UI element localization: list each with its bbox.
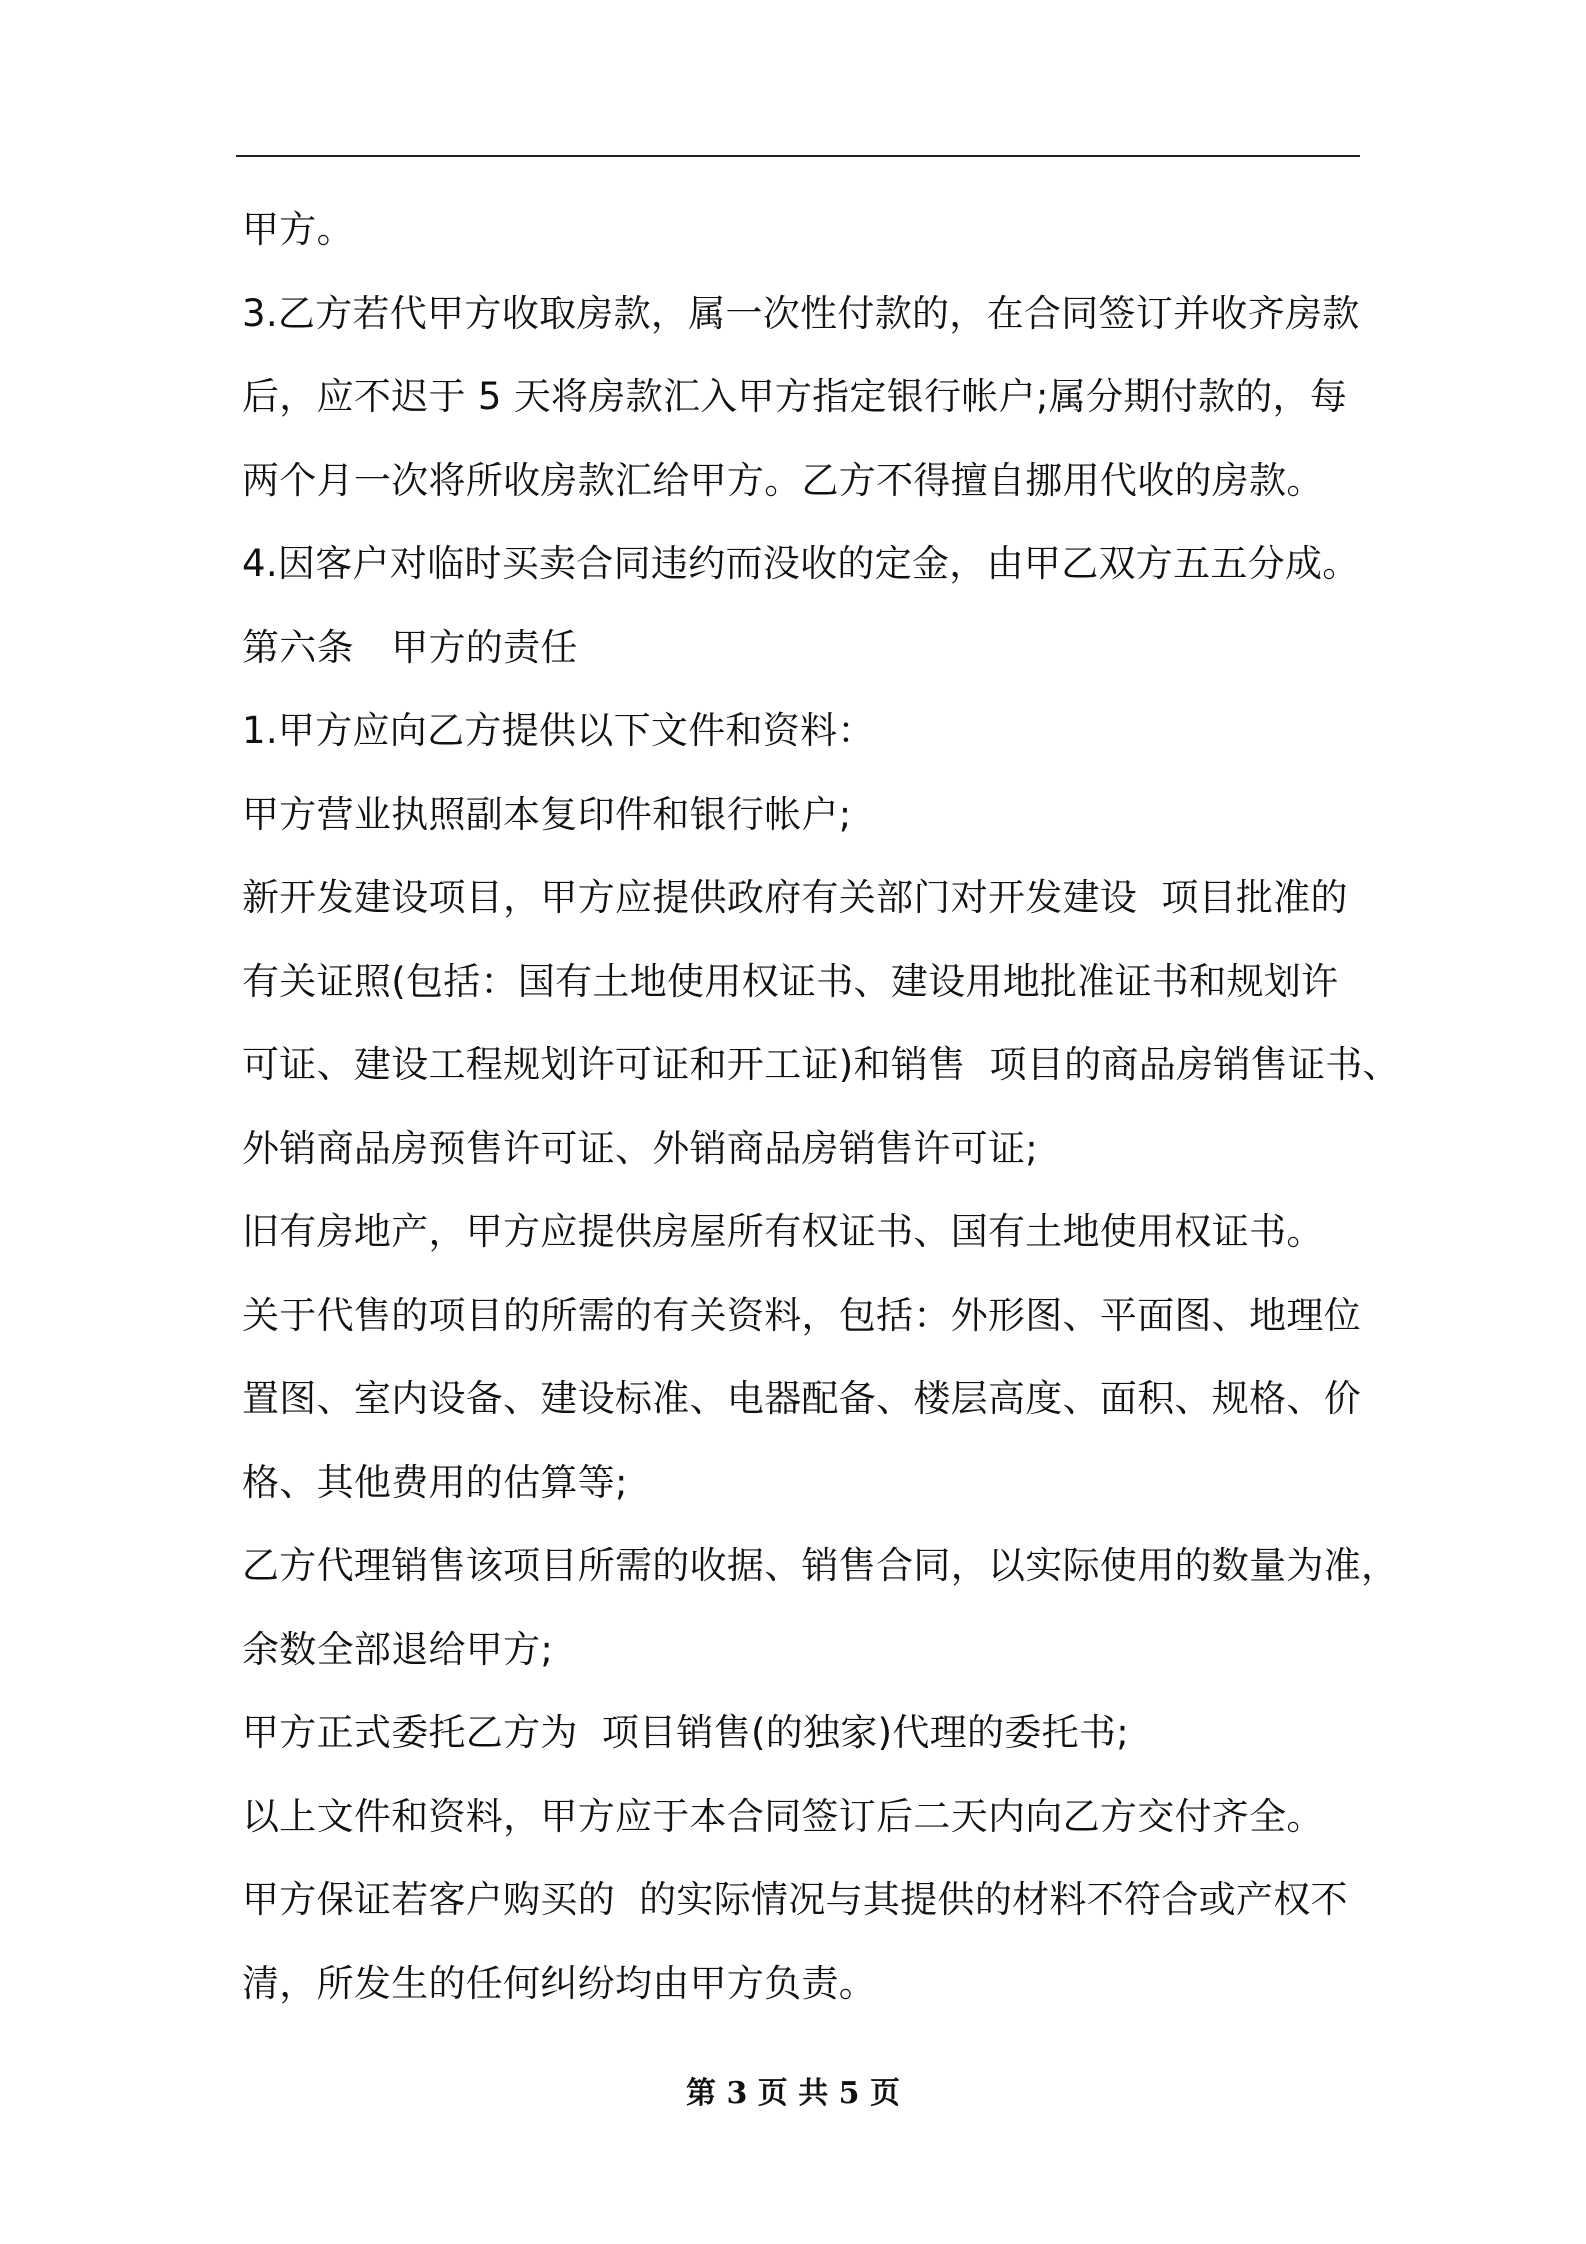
text-line: 以上文件和资料，甲方应于本合同签订后二天内向乙方交付齐全。 bbox=[242, 1794, 1324, 1838]
header-rule bbox=[236, 155, 1360, 157]
text-line: 外销商品房预售许可证、外销商品房销售许可证; bbox=[242, 1126, 1039, 1170]
text-line: 乙方代理销售该项目所需的收据、销售合同，以实际使用的数量为准， bbox=[242, 1544, 1399, 1587]
text-line: 新开发建设项目，甲方应提供政府有关部门对开发建设 项目批准的 bbox=[242, 876, 1348, 919]
text-line: 两个月一次将所收房款汇给甲方。乙方不得擅自挪用代收的房款。 bbox=[242, 458, 1324, 502]
text-line: 旧有房地产，甲方应提供房屋所有权证书、国有土地使用权证书。 bbox=[242, 1210, 1324, 1253]
text-line: 置图、室内设备、建设标准、电器配备、楼层高度、面积、规格、价 bbox=[242, 1377, 1361, 1420]
text-line: 格、其他费用的估算等; bbox=[242, 1460, 628, 1504]
text-line: 清，所发生的任何纠纷均由甲方负责。 bbox=[242, 1961, 877, 2005]
text-line: 关于代售的项目的所需的有关资料，包括：外形图、平面图、地理位 bbox=[242, 1293, 1361, 1337]
text-line: 3.乙方若代甲方收取房款，属一次性付款的，在合同签订并收齐房款 bbox=[242, 291, 1360, 335]
section-heading: 第六条 甲方的责任 bbox=[242, 625, 578, 669]
text-line: 甲方。 bbox=[242, 208, 354, 251]
text-line: 1.甲方应向乙方提供以下文件和资料： bbox=[242, 709, 875, 752]
text-line: 甲方保证若客户购买的 的实际情况与其提供的材料不符合或产权不 bbox=[242, 1878, 1348, 1921]
text-line: 可证、建设工程规划许可证和开工证)和销售 项目的商品房销售证书、 bbox=[242, 1043, 1400, 1086]
page-number-footer: 第 3 页 共 5 页 bbox=[686, 2076, 900, 2111]
text-line: 4.因客户对临时买卖合同违约而没收的定金，由甲乙双方五五分成。 bbox=[242, 542, 1360, 585]
text-line: 有关证照(包括：国有土地使用权证书、建设用地批准证书和规划许 bbox=[242, 959, 1339, 1003]
text-line: 甲方正式委托乙方为 项目销售(的独家)代理的委托书; bbox=[242, 1711, 1129, 1754]
text-line: 后，应不迟于 5 天将房款汇入甲方指定银行帐户;属分期付款的，每 bbox=[242, 375, 1348, 418]
text-line: 甲方营业执照副本复印件和银行帐户; bbox=[242, 792, 852, 836]
document-body bbox=[242, 196, 1400, 2033]
text-line: 余数全部退给甲方; bbox=[242, 1627, 554, 1671]
